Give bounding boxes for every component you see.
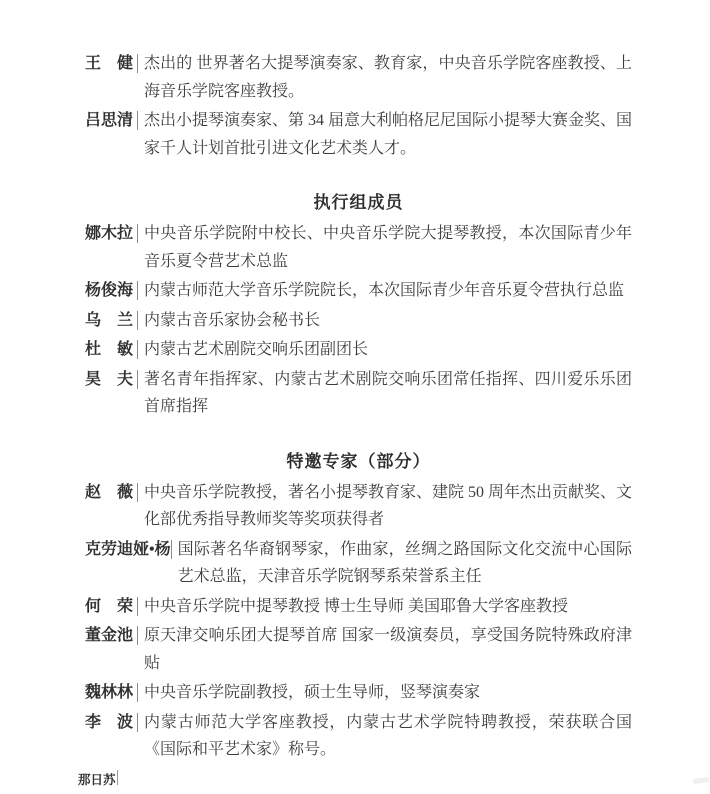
member-name: 克劳迪娅•杨 <box>85 540 171 558</box>
member-name: 王 健 <box>85 55 134 72</box>
member-name: 杜 敏 <box>85 341 134 358</box>
member-description: 内蒙古音乐家协会秘书长 <box>144 311 321 329</box>
member-name: 吕思清 <box>85 112 134 129</box>
member-entry-wang-jian <box>85 50 632 105</box>
section-heading-invited-experts: 特邀专家（部分） <box>286 451 431 471</box>
member-description: 中央音乐学院教授，著名小提琴教育家、建院 50 周年杰出贡献奖、文化部优秀指导教师奖等奖项获得者 <box>144 483 633 528</box>
name-divider <box>137 683 138 702</box>
member-entry-li-bo <box>85 709 632 764</box>
member-entry-yang-junhai <box>85 277 632 305</box>
member-entry-wei-linlin <box>85 679 632 707</box>
member-description: 中央音乐学院附中校长、中央音乐学院大提琴教授，本次国际青少年音乐夏令营艺术总监 <box>144 225 632 270</box>
member-name: 那日苏 <box>78 772 116 787</box>
member-name: 杨俊海 <box>85 282 134 299</box>
member-name: 董金池 <box>85 627 134 644</box>
member-description: 中央音乐学院中提琴教授 博士生导师 美国耶鲁大学客座教授 <box>144 597 569 615</box>
member-name: 乌 兰 <box>85 311 134 329</box>
name-divider <box>137 54 138 73</box>
name-divider <box>137 224 138 243</box>
section-heading-executive-team: 执行组成员 <box>313 193 404 212</box>
member-entry-claudia-yang <box>85 536 632 591</box>
member-name: 李 波 <box>85 713 134 731</box>
member-name: 娜木拉 <box>85 225 134 242</box>
member-description: 中央音乐学院副教授，硕士生导师，竖琴演奏家 <box>144 684 481 701</box>
member-name: 魏林林 <box>85 684 134 701</box>
member-name: 赵 薇 <box>85 483 134 501</box>
member-description: 内蒙古师范大学音乐学院院长，本次国际青少年音乐夏令营执行总监 <box>144 282 625 299</box>
name-divider <box>171 540 172 559</box>
member-entry-dong-jinchi <box>85 622 632 677</box>
member-entry-narisu <box>78 767 632 794</box>
member-description: 杰出的 世界著名大提琴演奏家、教育家，中央音乐学院客座教授、上海音乐学院客座教授。 <box>144 55 632 100</box>
member-name: 昊 夫 <box>85 370 134 388</box>
member-name: 何 荣 <box>85 597 134 615</box>
member-entry-hao-fu <box>85 366 632 421</box>
member-entry-he-rong <box>85 593 632 621</box>
name-divider <box>137 281 138 300</box>
name-divider <box>137 713 138 732</box>
name-divider <box>117 770 118 785</box>
member-entry-namula <box>85 220 632 275</box>
member-entry-zhao-wei <box>85 479 632 534</box>
name-divider <box>137 311 138 330</box>
name-divider <box>137 597 138 616</box>
member-entry-wu-lan <box>85 307 632 335</box>
name-divider <box>137 626 138 645</box>
member-description: 原天津交响乐团大提琴首席 国家一级演奏员，享受国务院特殊政府津贴 <box>144 627 632 672</box>
member-description: 杰出小提琴演奏家、第 34 届意大利帕格尼尼国际小提琴大赛金奖、国家千人计划首批引进文化艺术类人才。 <box>144 112 633 157</box>
member-description: 内蒙古艺术剧院交响乐团副团长 <box>144 341 369 358</box>
member-description: 国际著名华裔钢琴家，作曲家，丝绸之路国际文化交流中心国际艺术总监，天津音乐学院钢琴系荣誉系主任 <box>177 540 632 585</box>
name-divider <box>137 370 138 389</box>
name-divider <box>137 111 138 130</box>
name-divider <box>137 340 138 359</box>
member-description: 著名青年指挥家、内蒙古艺术剧院交响乐团常任指挥、四川爱乐乐团首席指挥 <box>144 370 632 415</box>
name-divider <box>137 483 138 502</box>
member-description: 内蒙古师范大学客座教授，内蒙古艺术学院特聘教授，荣获联合国《国际和平艺术家》称号。 <box>144 713 632 758</box>
member-entry-lv-siqing <box>85 107 632 162</box>
member-entry-du-min <box>85 336 632 364</box>
